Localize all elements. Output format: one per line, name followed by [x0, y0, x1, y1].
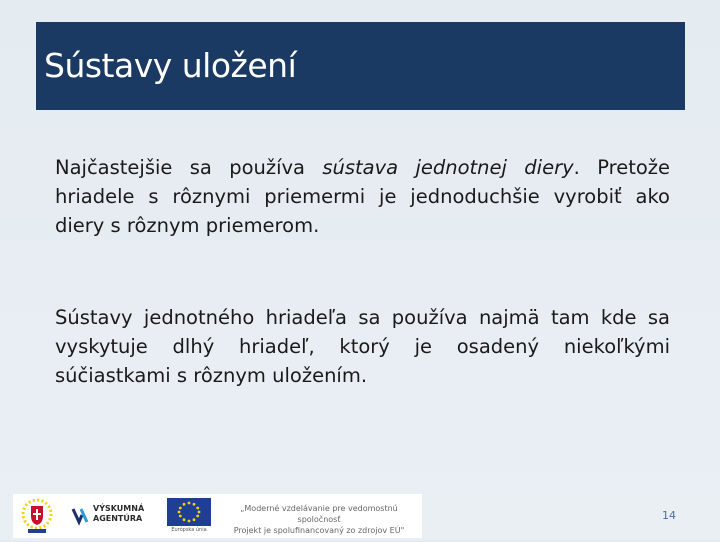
agency-name [93, 504, 144, 524]
title-bar [36, 22, 685, 110]
slogan-line2: Projekt je spolufinancovaný zo zdrojov EÚ" [233, 526, 405, 535]
slide-title: Sústavy uložení [44, 46, 297, 85]
agency-name-line1: VÝSKUMNÁ [93, 504, 145, 513]
research-agency-logo [71, 494, 161, 538]
eu-flag-logo [163, 494, 215, 538]
paragraph-1-before: Najčastejšie sa používa [55, 156, 323, 179]
paragraph-1-emphasis: sústava jednotnej diery [322, 156, 574, 179]
agency-name-line2: AGENTÚRA [93, 514, 143, 523]
ministry-emblem-logo [17, 494, 57, 538]
paragraph-2: Sústavy jednotného hriadeľa sa používa najmä tam kde sa vyskytuje dlhý hriadeľ, ktorý je osadený niekoľkými súčiastkami s rôznym uložením. [55, 306, 670, 387]
slogan-line1: „Moderné vzdelávanie pre vedomostnú spoločnosť [240, 504, 398, 524]
project-slogan [219, 503, 419, 536]
paragraph-1-after: . Pretože hriadele s rôznymi priemermi je jednoduchšie vyrobiť ako diery s rôznym priemerom. [55, 156, 671, 237]
eu-caption: Európska únia [171, 527, 207, 533]
page-number: 14 [662, 509, 676, 522]
paragraph-1 [55, 153, 670, 240]
footer-logos [13, 494, 422, 538]
